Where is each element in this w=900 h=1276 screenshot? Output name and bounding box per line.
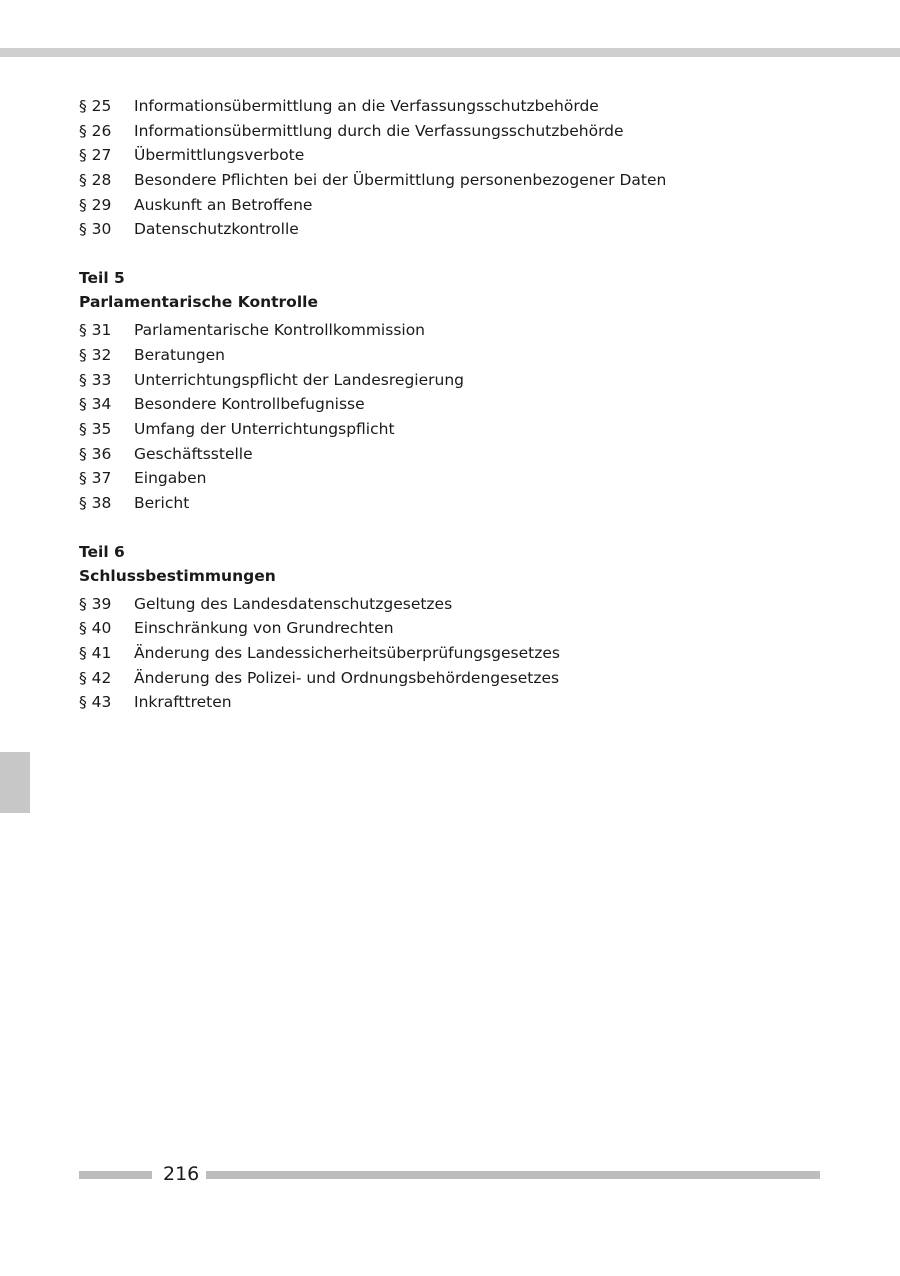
- section-number: § 36: [79, 444, 112, 463]
- toc-entry: [79, 217, 839, 242]
- section-number: § 28: [79, 171, 112, 190]
- section-number: § 40: [79, 619, 112, 638]
- part5-section-list: [79, 318, 839, 516]
- section-number: § 37: [79, 469, 112, 488]
- part5-block: [79, 266, 839, 516]
- toc-entry: [79, 666, 839, 691]
- toc-entry: [79, 143, 839, 168]
- part-title: Parlamentarische Kontrolle: [79, 293, 318, 312]
- section-number: § 25: [79, 97, 112, 115]
- section-number: § 43: [79, 693, 112, 712]
- page-footer: [79, 1160, 820, 1188]
- section-number: § 26: [79, 121, 112, 140]
- footer-rule-right: [206, 1171, 820, 1179]
- section-title: Informationsübermittlung an die Verfassungsschutzbehörde: [134, 97, 599, 115]
- section-number: § 31: [79, 321, 112, 340]
- toc-entry: [79, 392, 839, 417]
- toc-entry: [79, 491, 839, 516]
- section-title: Umfang der Unterrichtungspflicht: [134, 419, 395, 438]
- part6-section-list: [79, 592, 839, 715]
- section-title: Besondere Pflichten bei der Übermittlung personenbezogener Daten: [134, 171, 667, 190]
- section-number: § 29: [79, 195, 112, 214]
- section-title: Übermittlungsverbote: [134, 146, 305, 165]
- top-header-rule: [0, 48, 900, 57]
- section-title: Unterrichtungspflicht der Landesregierung: [134, 370, 464, 389]
- part6-block: [79, 540, 839, 715]
- section-title: Geschäftsstelle: [134, 444, 253, 463]
- section-title: Geltung des Landesdatenschutzgesetzes: [134, 594, 453, 613]
- section-number: § 33: [79, 370, 112, 389]
- section-number: § 27: [79, 146, 112, 165]
- section-title: Eingaben: [134, 469, 207, 488]
- footer-rule-left: [79, 1171, 152, 1179]
- toc-entry: [79, 641, 839, 666]
- section-title: Inkrafttreten: [134, 693, 232, 712]
- toc-entry: [79, 592, 839, 617]
- section-title: Änderung des Polizei- und Ordnungsbehördengesetzes: [134, 668, 560, 687]
- part-label: Teil 5: [79, 269, 125, 288]
- toc-entry: [79, 343, 839, 368]
- section-number: § 38: [79, 493, 112, 512]
- section-title: Besondere Kontrollbefugnisse: [134, 395, 365, 414]
- toc-entry: [79, 119, 839, 144]
- toc-entry: [79, 690, 839, 715]
- section-number: § 34: [79, 395, 112, 414]
- section-number: § 30: [79, 220, 112, 239]
- section-title: Änderung des Landessicherheitsüberprüfungsgesetzes: [134, 644, 560, 662]
- page-number: 216: [163, 1163, 200, 1185]
- toc-entry: [79, 168, 839, 193]
- toc-entry: [79, 94, 839, 119]
- section-number: § 42: [79, 668, 112, 687]
- toc-entry: [79, 616, 839, 641]
- section-title: Datenschutzkontrolle: [134, 220, 299, 239]
- section-title: Informationsübermittlung durch die Verfassungsschutzbehörde: [134, 121, 624, 140]
- section-title: Bericht: [134, 493, 190, 512]
- toc-entry: [79, 318, 839, 343]
- section-title: Parlamentarische Kontrollkommission: [134, 321, 426, 340]
- toc-entry: [79, 442, 839, 467]
- section-title: Beratungen: [134, 345, 225, 364]
- section-number: § 41: [79, 644, 112, 662]
- section-number: § 39: [79, 594, 112, 613]
- part4-section-list: [79, 94, 839, 242]
- part-label: Teil 6: [79, 542, 125, 561]
- section-number: § 32: [79, 345, 112, 364]
- section-number: § 35: [79, 419, 112, 438]
- section-title: Auskunft an Betroffene: [134, 195, 313, 214]
- table-of-contents: [79, 94, 839, 715]
- part-title: Schlussbestimmungen: [79, 566, 276, 585]
- toc-entry: [79, 193, 839, 218]
- chapter-side-tab: [0, 752, 30, 813]
- toc-entry: [79, 417, 839, 442]
- section-title: Einschränkung von Grundrechten: [134, 619, 394, 638]
- toc-entry: [79, 466, 839, 491]
- toc-entry: [79, 368, 839, 393]
